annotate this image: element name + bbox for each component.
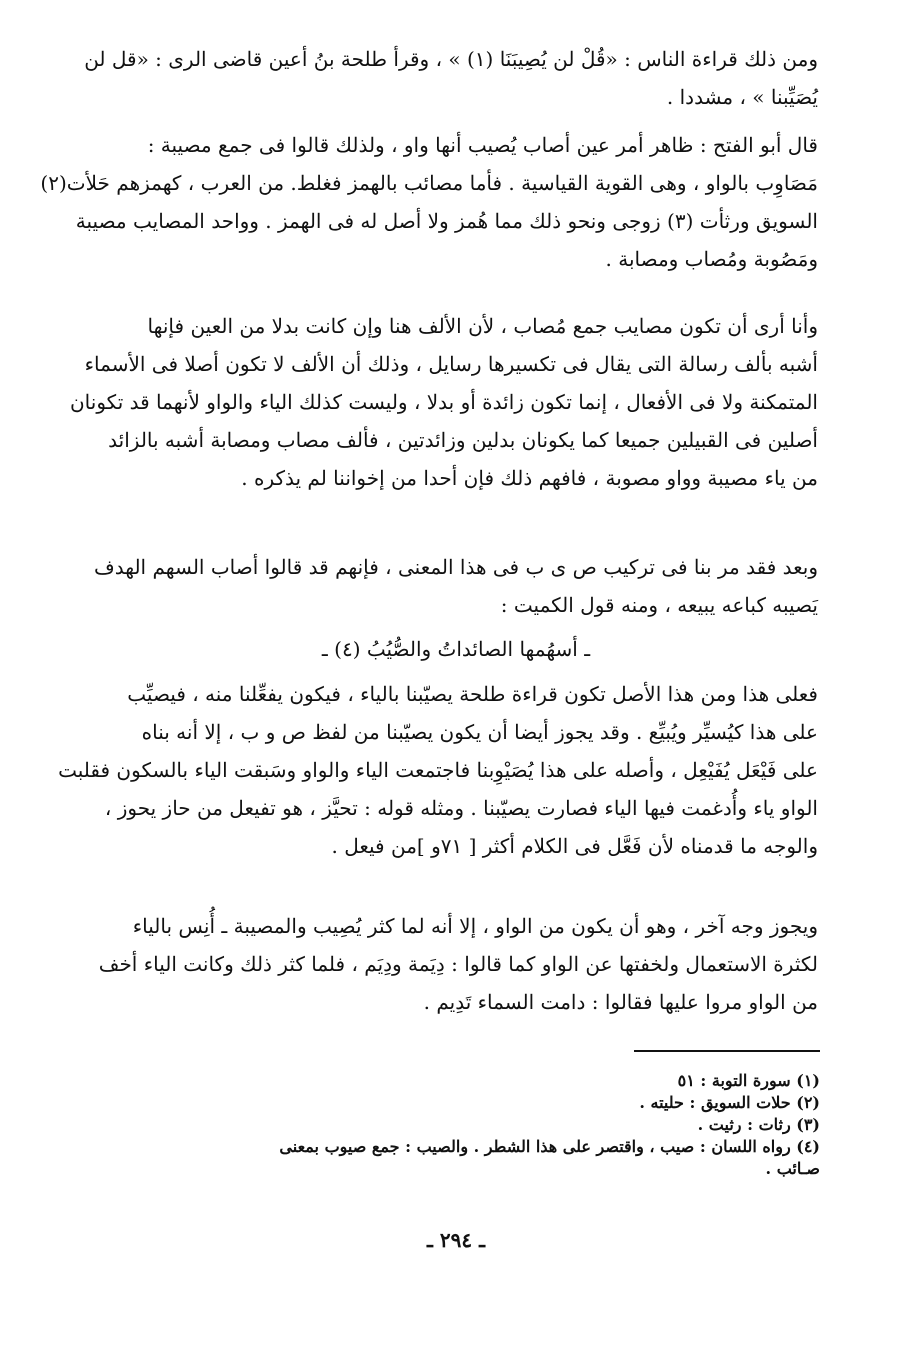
text-line: لكثرة الاستعمال ولخفتها عن الواو كما قالوا : دِيَمة ودِيَم ، فلما كثر ذلك وكانت الياء أخف bbox=[98, 952, 818, 976]
paragraph-1 bbox=[48, 40, 818, 116]
footnote-4-continued: صـائب . bbox=[765, 1159, 820, 1178]
paragraph-4 bbox=[48, 548, 818, 624]
text-line: أشبه بألف رسالة التى يقال فى تكسيرها رسايل ، وذلك أن الألف لا تكون أصلا فى الأسماء bbox=[84, 352, 818, 376]
paragraph-6 bbox=[48, 907, 818, 1021]
footnote-4: (٤) رواه اللسان : صيب ، واقتصر على هذا الشطر . والصيب : جمع صيوب بمعنى bbox=[279, 1137, 820, 1156]
text-line: فعلى هذا ومن هذا الأصل تكون قراءة طلحة يصيّبنا بالياء ، فيكون يفعِّلنا منه ، فيصيِّب bbox=[127, 682, 818, 706]
page-number: ـ ٢٩٤ ـ bbox=[427, 1228, 485, 1252]
footnotes bbox=[40, 1070, 820, 1180]
paragraph-5 bbox=[48, 675, 818, 865]
text-line: الواو ياء وأُدغمت فيها الياء فصارت يصيّبنا . ومثله قوله : تحيَّز ، هو تفيعل من حاز يحوز ، bbox=[104, 796, 818, 820]
footnote-1: (١) سورة التوبة : ٥١ bbox=[677, 1071, 820, 1090]
text-line: السويق ورثأت (٣) زوجى ونحو ذلك مما هُمز ولا أصل له فى الهمز . وواحد المصايب مصيبة bbox=[75, 209, 818, 233]
text-line: يُصَيِّبنا » ، مشددا . bbox=[666, 85, 818, 109]
text-line: من ياء مصيبة وواو مصوبة ، فافهم ذلك فإن أحدا من إخواننا لم يذكره . bbox=[241, 466, 818, 490]
poetry-verse: ـ أسهُمها الصائداتُ والصُّيُبُ (٤) ـ bbox=[321, 637, 591, 661]
text-line: المتمكنة ولا فى الأفعال ، إنما تكون زائدة أو بدلا ، وليست كذلك الياء والواو لأنهما قد تكونان bbox=[69, 390, 818, 414]
text-line: ومن ذلك قراءة الناس : «قُلْ لن يُصِيبَنَا (١) » ، وقرأ طلحة بنُ أعين قاضى الرى : «قل لن bbox=[84, 47, 818, 71]
text-line: ويجوز وجه آخر ، وهو أن يكون من الواو ، إلا أنه لما كثر يُصِيب والمصيبة ـ أُنِس بالياء bbox=[132, 914, 818, 938]
paragraph-2 bbox=[40, 126, 818, 278]
text-line: والوجه ما قدمناه لأن فَعَّل فى الكلام أكثر [ ٧١و ]من فيعل . bbox=[331, 834, 818, 858]
text-line: قال أبو الفتح : ظاهر أمر عين أصاب يُصيب أنها واو ، ولذلك قالوا فى جمع مصيبة : bbox=[147, 133, 818, 157]
footnote-2: (٢) حلات السويق : حليته . bbox=[639, 1093, 820, 1112]
footnote-3: (٣) رثات : رثيت . bbox=[697, 1115, 820, 1134]
text-line: يَصيبه كباعه يبيعه ، ومنه قول الكميت : bbox=[500, 593, 818, 617]
text-line: على فَيْعَل يُفَيْعِل ، وأصله على هذا يُصَيْوِبنا فاجتمعت الياء والواو وسَبقت الياء بالسكون فقلبت bbox=[58, 758, 818, 782]
text-line: من الواو مروا عليها فقالوا : دامت السماء تَدِيم . bbox=[423, 990, 818, 1014]
text-line: ومَصُوبة ومُصاب ومصابة . bbox=[605, 247, 818, 271]
text-line: وبعد فقد مر بنا فى تركيب ص ى ب فى هذا المعنى ، فإنهم قد قالوا أصاب السهم الهدف bbox=[94, 555, 818, 579]
text-line: وأنا أرى أن تكون مصايب جمع مُصاب ، لأن الألف هنا وإن كانت بدلا من العين فإنها bbox=[147, 314, 818, 338]
footnote-divider bbox=[634, 1050, 820, 1052]
paragraph-3 bbox=[48, 307, 818, 497]
text-line: على هذا كيُسيِّر ويُبيِّع . وقد يجوز أيضا أن يكون يصيّبنا من لفظ ص و ب ، إلا أنه بناه bbox=[141, 720, 818, 744]
text-line: أصلين فى القبيلين جميعا كما يكونان بدلين وزائدتين ، فألف مصاب ومصابة أشبه بالزائد bbox=[108, 428, 818, 452]
text-line: مَصَاوِب بالواو ، وهى القوية القياسية . فأما مصائب بالهمز فغلط. من العرب ، كهمزهم حَلأت(٢) bbox=[40, 171, 818, 195]
